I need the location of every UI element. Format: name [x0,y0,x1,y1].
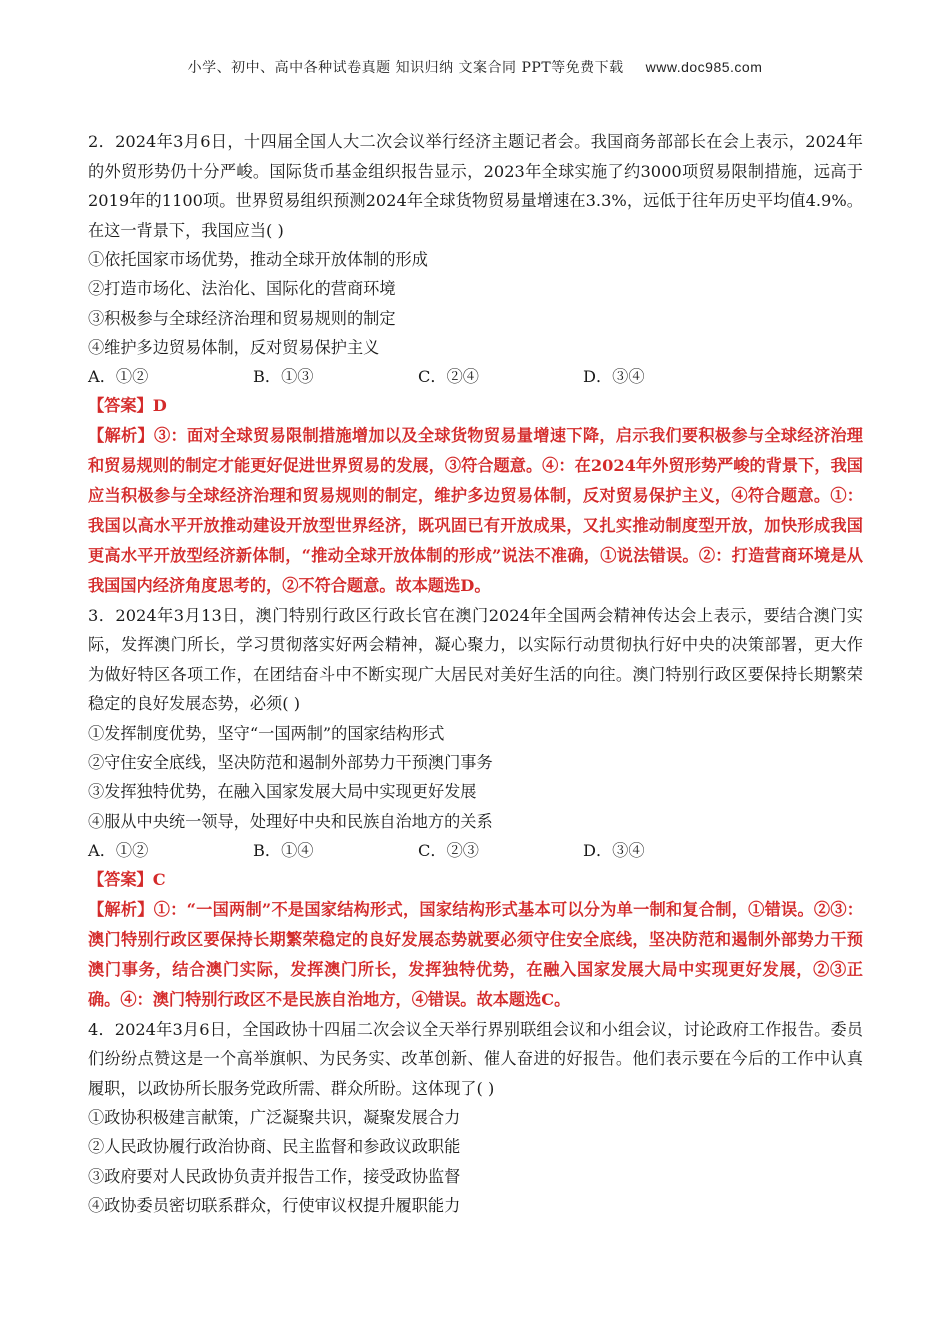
analysis-label: 【解析】 [88,899,154,919]
option-1: ①政协积极建言献策，广泛凝聚共识，凝聚发展合力 [88,1108,461,1128]
answer-label: 【答案】 [88,396,153,416]
header-text: 小学、初中、高中各种试卷真题 知识归纳 文案合同 PPT等免费下载 [187,60,624,76]
analysis-text: ③：面对全球贸易限制措施增加以及全球货物贸易量增速下降，启示我们要积极参与全球经济治理和贸易规则的制定才能更好促进世界贸易的发展，③符合题意。④：在2024年外贸形势严峻的背景下，我国应当积极参与全球经济治理和贸易规则的制定，维护多边贸易体制，反对贸易保护主义，④符合题意。①：我国以高水平开放推动建设开放型世界经济，既巩固已有开放成果，又扎实推动制度型开放，加快形成我国更高水平开放型经济新体制，“推动全球开放体制的形成”说法不准确，①说法错误。②：打造营商环境是从我国国内经济角度思考的，②不符合题意。故本题选D。 [88,425,863,595]
option-2: ②守住安全底线，坚决防范和遏制外部势力干预澳门事务 [88,753,493,773]
choice-b: B．①④ [253,840,314,860]
question-stem: 4．2024年3月6日，全国政协十四届二次会议全天举行界别联组会议和小组会议，讨论政府工作报告。委员们纷纷点赞这是一个高举旗帜、为民务实、改革创新、催人奋进的好报告。他们表示要在今后的工作中认真履职，以政协所长服务党政所需、群众所盼。这体现了( ) [88,1019,863,1098]
header-site-link[interactable]: www.doc985.com [645,59,763,75]
analysis [88,421,863,601]
choice-row [88,362,863,391]
option-2: ②人民政协履行政治协商、民主监督和参政议政职能 [88,1137,461,1157]
option-4: ④维护多边贸易体制，反对贸易保护主义 [88,337,380,357]
option-3: ③发挥独特优势，在融入国家发展大局中实现更好发展 [88,782,477,802]
option-3: ③政府要对人民政协负责并报告工作，接受政协监督 [88,1166,461,1186]
page-header [0,57,950,77]
choice-a: A．①② [88,840,149,860]
analysis-label: 【解析】 [88,425,154,445]
answer-value: C [152,870,166,890]
answer-value: D [152,396,167,416]
choice-a: A．①② [88,367,149,387]
choice-d: D．③④ [583,840,645,860]
document-body [88,127,863,1220]
analysis-text: ①：“一国两制”不是国家结构形式，国家结构形式基本可以分为单一制和复合制，①错误。②③：澳门特别行政区要保持长期繁荣稳定的良好发展态势就要必须守住安全底线，坚决防范和遏制外部势力干预澳门事务，结合澳门实际，发挥澳门所长，发挥独特优势，在融入国家发展大局中实现更好发展，②③正确。④：澳门特别行政区不是民族自治地方，④错误。故本题选C。 [88,899,863,1009]
question-4 [88,1015,863,1221]
question-stem: 3．2024年3月13日，澳门特别行政区行政长官在澳门2024年全国两会精神传达会上表示，要结合澳门实际，发挥澳门所长，学习贯彻落实好两会精神，凝心聚力，以实际行动贯彻执行好中央的决策部署，更大作为做好特区各项工作，在团结奋斗中不断实现广大居民对美好生活的向往。澳门特别行政区要保持长期繁荣稳定的良好发展态势，必须( ) [88,605,863,714]
choice-row [88,836,863,865]
answer-label: 【答案】 [88,870,153,890]
option-3: ③积极参与全球经济治理和贸易规则的制定 [88,308,396,328]
answer-line [88,391,863,420]
choice-c: C．②③ [418,840,479,860]
choice-b: B．①③ [253,367,314,387]
analysis [88,895,863,1015]
question-3 [88,601,863,1015]
option-1: ①依托国家市场优势，推动全球开放体制的形成 [88,250,428,269]
choice-c: C．②④ [418,367,479,387]
choice-d: D．③④ [583,367,645,387]
option-2: ②打造市场化、法治化、国际化的营商环境 [88,279,396,299]
option-4: ④政协委员密切联系群众，行使审议权提升履职能力 [88,1195,461,1215]
question-stem: 2．2024年3月6日，十四届全国人大二次会议举行经济主题记者会。我国商务部部长在会上表示，2024年的外贸形势仍十分严峻。国际货币基金组织报告显示，2023年全球实施了约3000项贸易限制措施，远高于2019年的1100项。世界贸易组织预测2024年全球货物贸易量增速在3.3%，远低于往年历史平均值4.9%。在这一背景下，我国应当( ) [88,132,863,240]
question-2 [88,127,863,601]
option-1: ①发挥制度优势，坚守“一国两制”的国家结构形式 [88,723,445,743]
option-4: ④服从中央统一领导，处理好中央和民族自治地方的关系 [88,811,493,831]
answer-line [88,865,863,894]
